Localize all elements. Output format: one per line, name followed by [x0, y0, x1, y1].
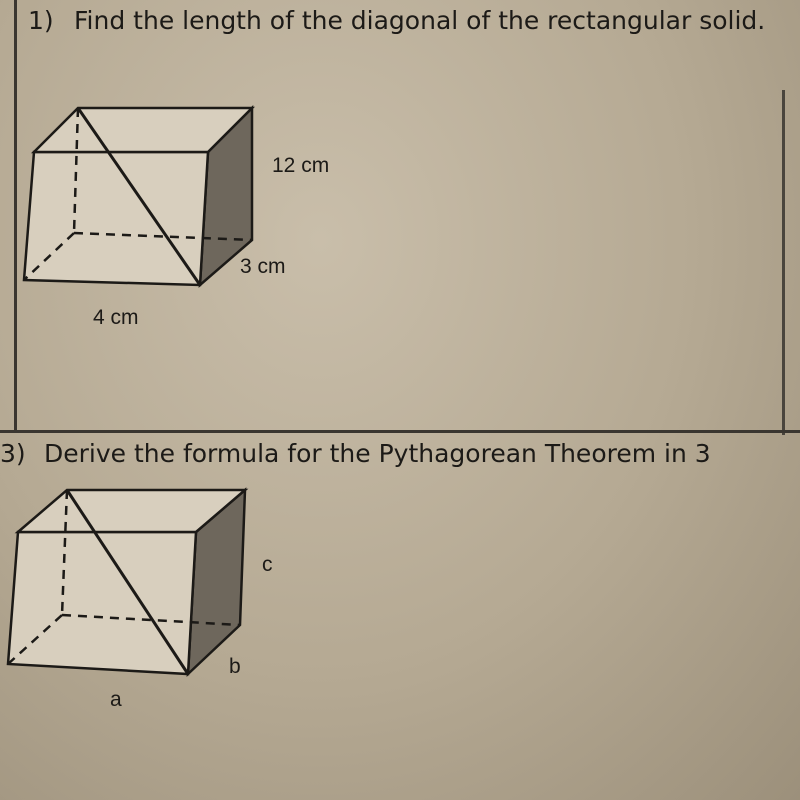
question-1-number: 1) — [28, 6, 54, 35]
question-1-text: Find the length of the diagonal of the rectangular solid. — [74, 6, 766, 35]
figure-3-rectangular-solid — [8, 490, 245, 674]
figure-1-rectangular-solid — [24, 108, 252, 285]
figure-1-width-label: 4 cm — [93, 306, 139, 329]
figure-1-depth-label: 3 cm — [240, 255, 286, 278]
figure-3-front-face — [8, 532, 196, 674]
figure-1-front-face — [24, 152, 208, 285]
question-3-text: Derive the formula for the Pythagorean Theorem in 3 — [44, 439, 711, 468]
figure-3-height-label: c — [262, 553, 273, 576]
figure-1-height-label: 12 cm — [272, 154, 330, 177]
figure-3-width-label: a — [110, 688, 122, 711]
figure-3-depth-label: b — [229, 655, 241, 678]
question-3-number: 3) — [0, 439, 26, 468]
